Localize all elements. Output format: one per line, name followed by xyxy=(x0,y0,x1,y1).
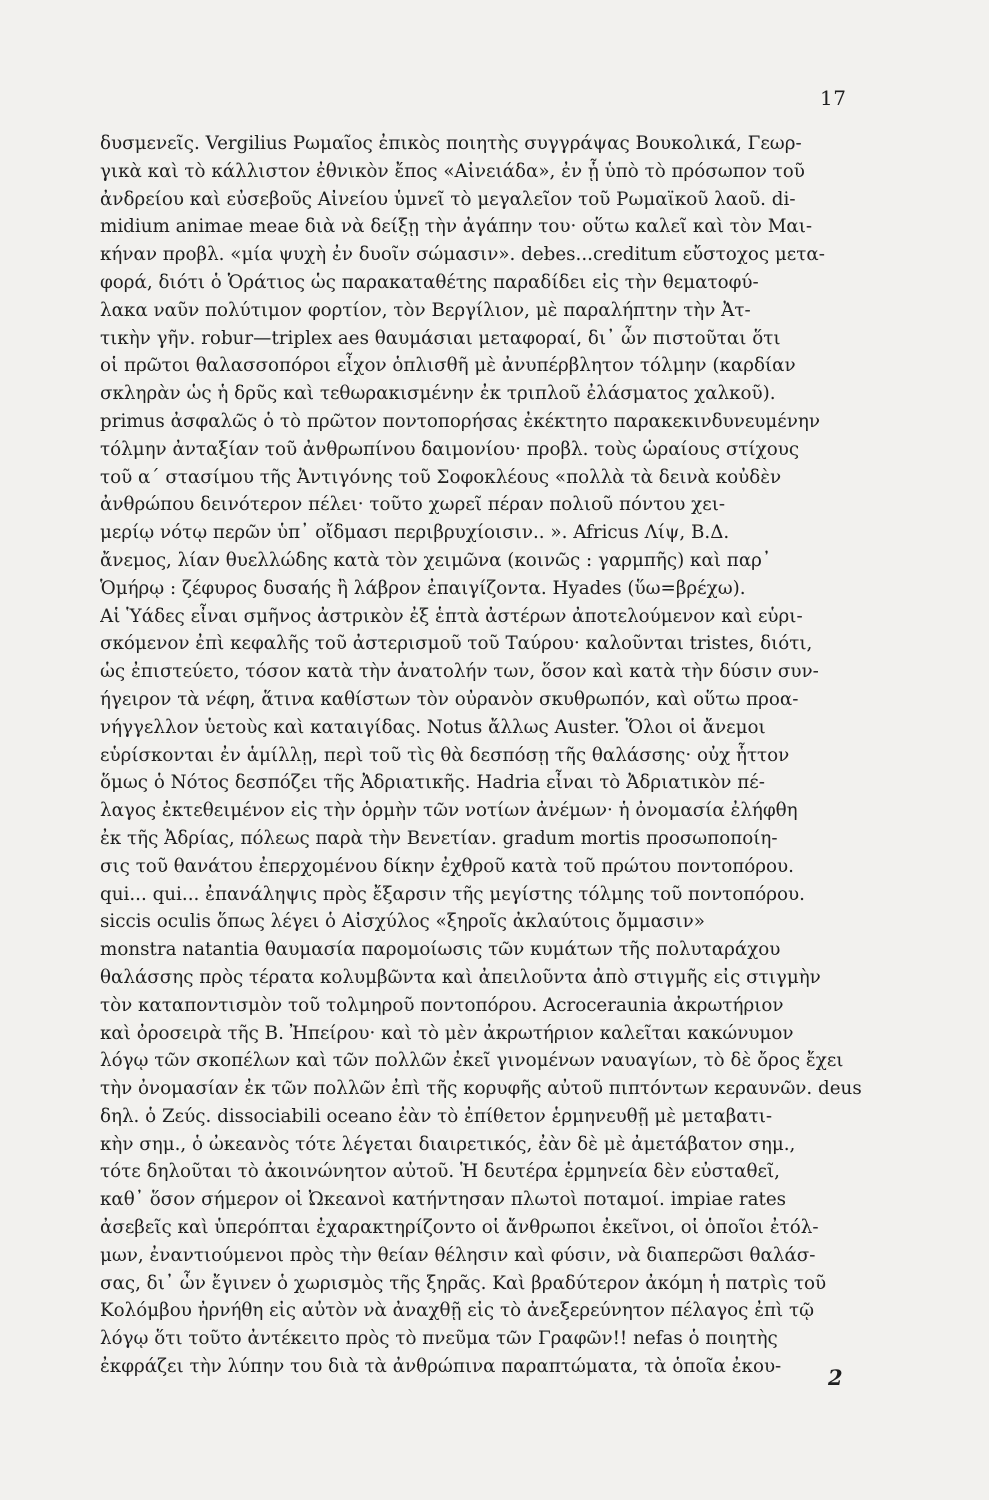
text-line: καὶ ὀροσειρὰ τῆς Β. Ἠπείρου· καὶ τὸ μὲν ἀκρωτήριον καλεῖται κακώνυμον xyxy=(100,1022,794,1044)
text-line: κήναν προβλ. «μία ψυχὴ ἐν δυοῖν σώμασιν». debes...creditum εὔστοχος μετα- xyxy=(100,244,825,266)
text-line: ὅμως ὁ Νότος δεσπόζει τῆς Ἀδριατικῆς. Hadria εἶναι τὸ Ἀδριατικὸν πέ- xyxy=(100,772,765,794)
text-line: τότε δηλοῦται τὸ ἀκοινώνητον αὐτοῦ. Ἡ δευτέρα ἑρμηνεία δὲν εὐσταθεῖ, xyxy=(100,1161,780,1183)
text-line: ἀνδρείου καὶ εὐσεβοῦς Αἰνείου ὑμνεῖ τὸ μεγαλεῖον τοῦ Ρωμαϊκοῦ λαοῦ. di- xyxy=(100,188,796,210)
text-line: λόγῳ τῶν σκοπέλων καὶ τῶν πολλῶν ἐκεῖ γινομένων ναυαγίων, τὸ δὲ ὄρος ἔχει xyxy=(100,1050,844,1072)
text-line: σις τοῦ θανάτου ἐπερχομένου δίκην ἐχθροῦ κατὰ τοῦ πρώτου ποντοπόρου. xyxy=(100,855,794,877)
text-line: οἱ πρῶτοι θαλασσοπόροι εἶχον ὁπλισθῆ μὲ ἀνυπέρβλητον τόλμην (καρδίαν xyxy=(100,355,796,377)
text-line: qui... qui... ἐπανάληψις πρὸς ἔξαρσιν τῆς μεγίστης τόλμης τοῦ ποντοπόρου. xyxy=(100,883,805,905)
text-line: ἀνθρώπου δεινότερον πέλει· τοῦτο χωρεῖ πέραν πολιοῦ πόντου χει- xyxy=(100,494,726,516)
text-line: τοῦ α´ στασίμου τῆς Ἀντιγόνης τοῦ Σοφοκλέους «πολλὰ τὰ δεινὰ κοὐδὲν xyxy=(100,466,782,488)
text-line: λαγος ἐκτεθειμένον εἰς τὴν ὁρμὴν τῶν νοτίων ἀνέμων· ἡ ὀνομασία ἐλήφθη xyxy=(100,800,798,822)
text-line: midium animae meae διὰ νὰ δείξῃ τὴν ἀγάπην του· οὕτω καλεῖ καὶ τὸν Μαι- xyxy=(100,216,813,238)
text-line: monstra natantia θαυμασία παρομοίωσις τῶν κυμάτων τῆς πολυταράχου xyxy=(100,939,781,961)
text-line: Αἱ Ὑάδες εἶναι σμῆνος ἀστρικὸν ἐξ ἑπτὰ ἀστέρων ἀποτελούμενον καὶ εὑρι- xyxy=(100,605,803,627)
text-line: Ὁμήρῳ : ζέφυρος δυσαής ἢ λάβρον ἐπαιγίζοντα. Hyades (ὕω=βρέχω). xyxy=(100,577,746,599)
text-line: φορά, διότι ὁ Ὁράτιος ὡς παρακαταθέτης παραδίδει εἰς τὴν θεματοφύ- xyxy=(100,271,759,293)
text-line: τικὴν γῆν. robur—triplex aes θαυμάσιαι μεταφοραί, δι᾽ ὧν πιστοῦται ὅτι xyxy=(100,327,781,349)
text-line: μων, ἐναντιούμενοι πρὸς τὴν θείαν θέλησιν καὶ φύσιν, νὰ διαπερῶσι θαλάσ- xyxy=(100,1244,816,1266)
text-line: ἀσεβεῖς καὶ ὑπερόπται ἐχαρακτηρίζοντο οἱ ἄνθρωποι ἐκεῖνοι, οἱ ὁποῖοι ἐτόλ- xyxy=(100,1217,819,1239)
text-line: τὸν καταποντισμὸν τοῦ τολμηροῦ ποντοπόρου. Acroceraunia ἀκρωτήριον xyxy=(100,994,784,1016)
signature-mark: 2 xyxy=(828,1365,843,1390)
text-line: νήγγελλον ὑετοὺς καὶ καταιγίδας. Notus ἄλλως Auster. Ὅλοι οἱ ἄνεμοι xyxy=(100,716,766,738)
text-line: σκληρὰν ὡς ἡ δρῦς καὶ τεθωρακισμένην ἐκ τριπλοῦ ἐλάσματος χαλκοῦ). xyxy=(100,383,776,405)
text-line: siccis oculis ὅπως λέγει ὁ Αἰσχύλος «ξηροῖς ἀκλαύτοις ὄμμασιν» xyxy=(100,911,705,933)
text-line: ἐκφράζει τὴν λύπην του διὰ τὰ ἀνθρώπινα παραπτώματα, τὰ ὁποῖα ἐκου- xyxy=(100,1356,782,1378)
text-line: λακα ναῦν πολύτιμον φορτίον, τὸν Βεργίλιον, μὲ παραλήπτην τὴν Ἀτ- xyxy=(100,299,751,321)
text-line: Κολόμβου ἠρνήθη εἰς αὐτὸν νὰ ἀναχθῇ εἰς τὸ ἀνεξερεύνητον πέλαγος ἐπὶ τῷ xyxy=(100,1300,815,1322)
text-line: λόγῳ ὅτι τοῦτο ἀντέκειτο πρὸς τὸ πνεῦμα τῶν Γραφῶν!! nefas ὁ ποιητὴς xyxy=(100,1328,778,1350)
text-line: μερίῳ νότῳ περῶν ὑπ᾽ οἴδμασι περιβρυχίοισιν.. ». Africus Λίψ, Β.Δ. xyxy=(100,522,730,544)
text-line: ἐκ τῆς Ἀδρίας, πόλεως παρὰ τὴν Βενετίαν. gradum mortis προσωποποίη- xyxy=(100,827,778,849)
text-line: primus ἀσφαλῶς ὁ τὸ πρῶτον ποντοπορήσας ἐκέκτητο παρακεκινδυνευμένην xyxy=(100,410,820,432)
text-line: δηλ. ὁ Ζεύς. dissociabili oceano ἐὰν τὸ ἐπίθετον ἑρμηνευθῇ μὲ μεταβατι- xyxy=(100,1105,773,1127)
text-line: δυσμενεῖς. Vergilius Ρωμαῖος ἐπικὸς ποιητὴς συγγράψας Βουκολικά, Γεωρ- xyxy=(100,133,802,154)
text-line: σκόμενον ἐπὶ κεφαλῆς τοῦ ἀστερισμοῦ τοῦ Ταύρου· καλοῦνται tristes, διότι, xyxy=(100,633,813,655)
text-line: τὴν ὀνομασίαν ἐκ τῶν πολλῶν ἐπὶ τῆς κορυφῆς αὐτοῦ πιπτόντων κεραυνῶν. deus xyxy=(100,1078,862,1100)
text-line: εὑρίσκονται ἐν ἁμίλλῃ, περὶ τοῦ τὶς θὰ δεσπόσῃ τῆς θαλάσσης· οὐχ ἧττον xyxy=(100,744,790,766)
text-line: θαλάσσης πρὸς τέρατα κολυμβῶντα καὶ ἀπειλοῦντα ἀπὸ στιγμῆς εἰς στιγμὴν xyxy=(100,966,821,988)
text-line: καθ᾽ ὅσον σήμερον οἱ Ὠκεανοὶ κατήντησαν πλωτοὶ ποταμοί. impiae rates xyxy=(100,1189,787,1211)
text-line: ήγειρον τὰ νέφη, ἅτινα καθίστων τὸν οὐρανὸν σκυθρωπόν, καὶ οὕτω προα- xyxy=(100,688,799,710)
page-number: 17 xyxy=(820,86,847,110)
text-line: τόλμην ἀνταξίαν τοῦ ἀνθρωπίνου δαιμονίου· προβλ. τοὺς ὡραίους στίχους xyxy=(100,438,800,460)
text-line: γικὰ καὶ τὸ κάλλιστον ἐθνικὸν ἔπος «Αἰνειάδα», ἐν ᾗ ὑπὸ τὸ πρόσωπον τοῦ xyxy=(100,160,805,182)
text-line: κὴν σημ., ὁ ὠκεανὸς τότε λέγεται διαιρετικός, ἐὰν δὲ μὲ ἀμετάβατον σημ., xyxy=(100,1133,796,1155)
text-line: ὡς ἐπιστεύετο, τόσον κατὰ τὴν ἀνατολήν των, ὅσον καὶ κατὰ τὴν δύσιν συν- xyxy=(100,661,819,683)
body-text xyxy=(100,130,885,1381)
text-line: σας, δι᾽ ὧν ἔγινεν ὁ χωρισμὸς τῆς ξηρᾶς. Καὶ βραδύτερον ἀκόμη ἡ πατρὶς τοῦ xyxy=(100,1272,827,1294)
text-line: ἄνεμος, λίαν θυελλώδης κατὰ τὸν χειμῶνα (κοινῶς : γαρμπῆς) καὶ παρ᾽ xyxy=(100,549,772,571)
